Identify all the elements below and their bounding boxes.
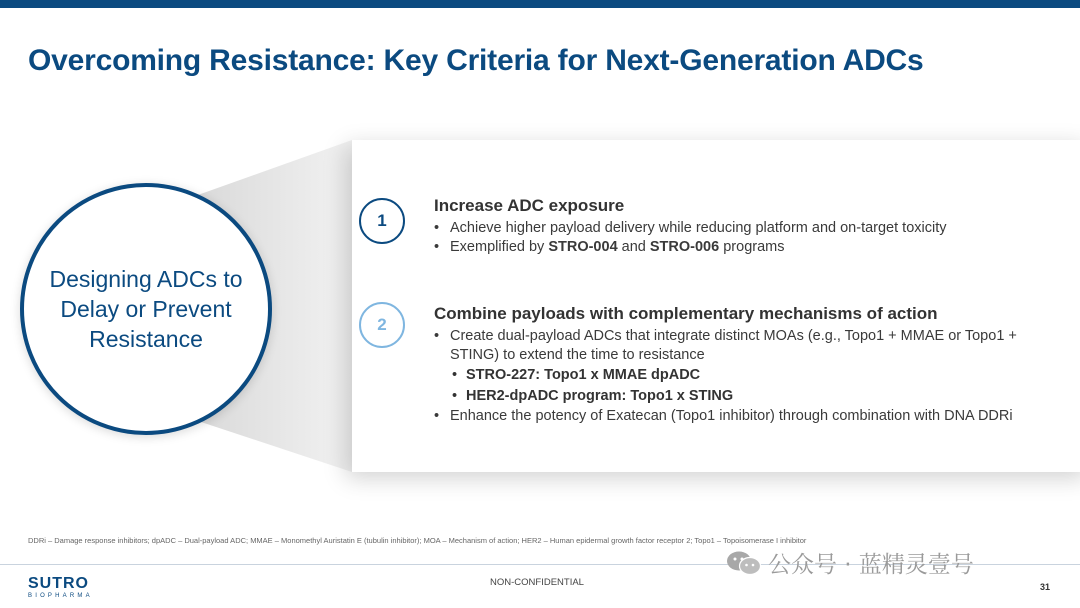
criterion-number-1: 1 [359,198,405,244]
criterion-2-heading: Combine payloads with complementary mechanisms of action [434,304,938,323]
logo-wordmark: SUTRO [28,575,89,592]
criterion-2 [434,304,1054,426]
circle-label: Designing ADCs to Delay or Prevent Resistance [49,266,243,352]
criterion-2-sub-bullet-1: • STRO-227: Topo1 x MMAE dpADC [434,365,1054,386]
criterion-2-bullet-2: • Enhance the potency of Exatecan (Topo1 inhibitor) through combination with DNA DDRi [434,407,1054,426]
watermark [726,546,974,579]
bullet-text: programs [719,239,785,255]
criterion-2-sub-bullet-2: • HER2-dpADC program: Topo1 x STING [434,386,1054,407]
wechat-icon [726,550,762,576]
footnote: DDRi – Damage response inhibitors; dpADC – Dual-payload ADC; MMAE – Monomethyl Auristatin E (tubulin inhibitor); MOA – Mechanism of action; HER2 – Human epidermal growth factor receptor 2; Topo1 – Topoisomerase I inhibitor [28,536,807,545]
criterion-1 [434,196,1054,257]
watermark-text: 公众号 · 蓝精灵壹号 [768,552,974,578]
program-stro-004: STRO-004 [548,239,618,255]
slide-title: Overcoming Resistance: Key Criteria for Next-Generation ADCs [28,44,924,77]
criterion-1-heading: Increase ADC exposure [434,196,625,215]
bullet-text: Exemplified by [450,239,549,255]
focus-circle [20,183,272,435]
bullet-text: and [617,239,650,255]
criterion-number-2: 2 [359,302,405,348]
logo-subtitle: BIOPHARMA [28,593,93,599]
criterion-1-bullet-2 [434,238,1054,257]
confidentiality-label: NON-CONFIDENTIAL [490,577,584,588]
criterion-1-bullet-1: • Achieve higher payload delivery while reducing platform and on-target toxicity [434,219,1054,238]
program-stro-006: STRO-006 [649,239,720,255]
criterion-2-bullet-1: • Create dual-payload ADCs that integrate distinct MOAs (e.g., Topo1 + MMAE or Topo1 + STING) to extend the time to resistance [434,327,1054,365]
page-number: 31 [1040,582,1051,592]
company-logo [28,576,93,600]
